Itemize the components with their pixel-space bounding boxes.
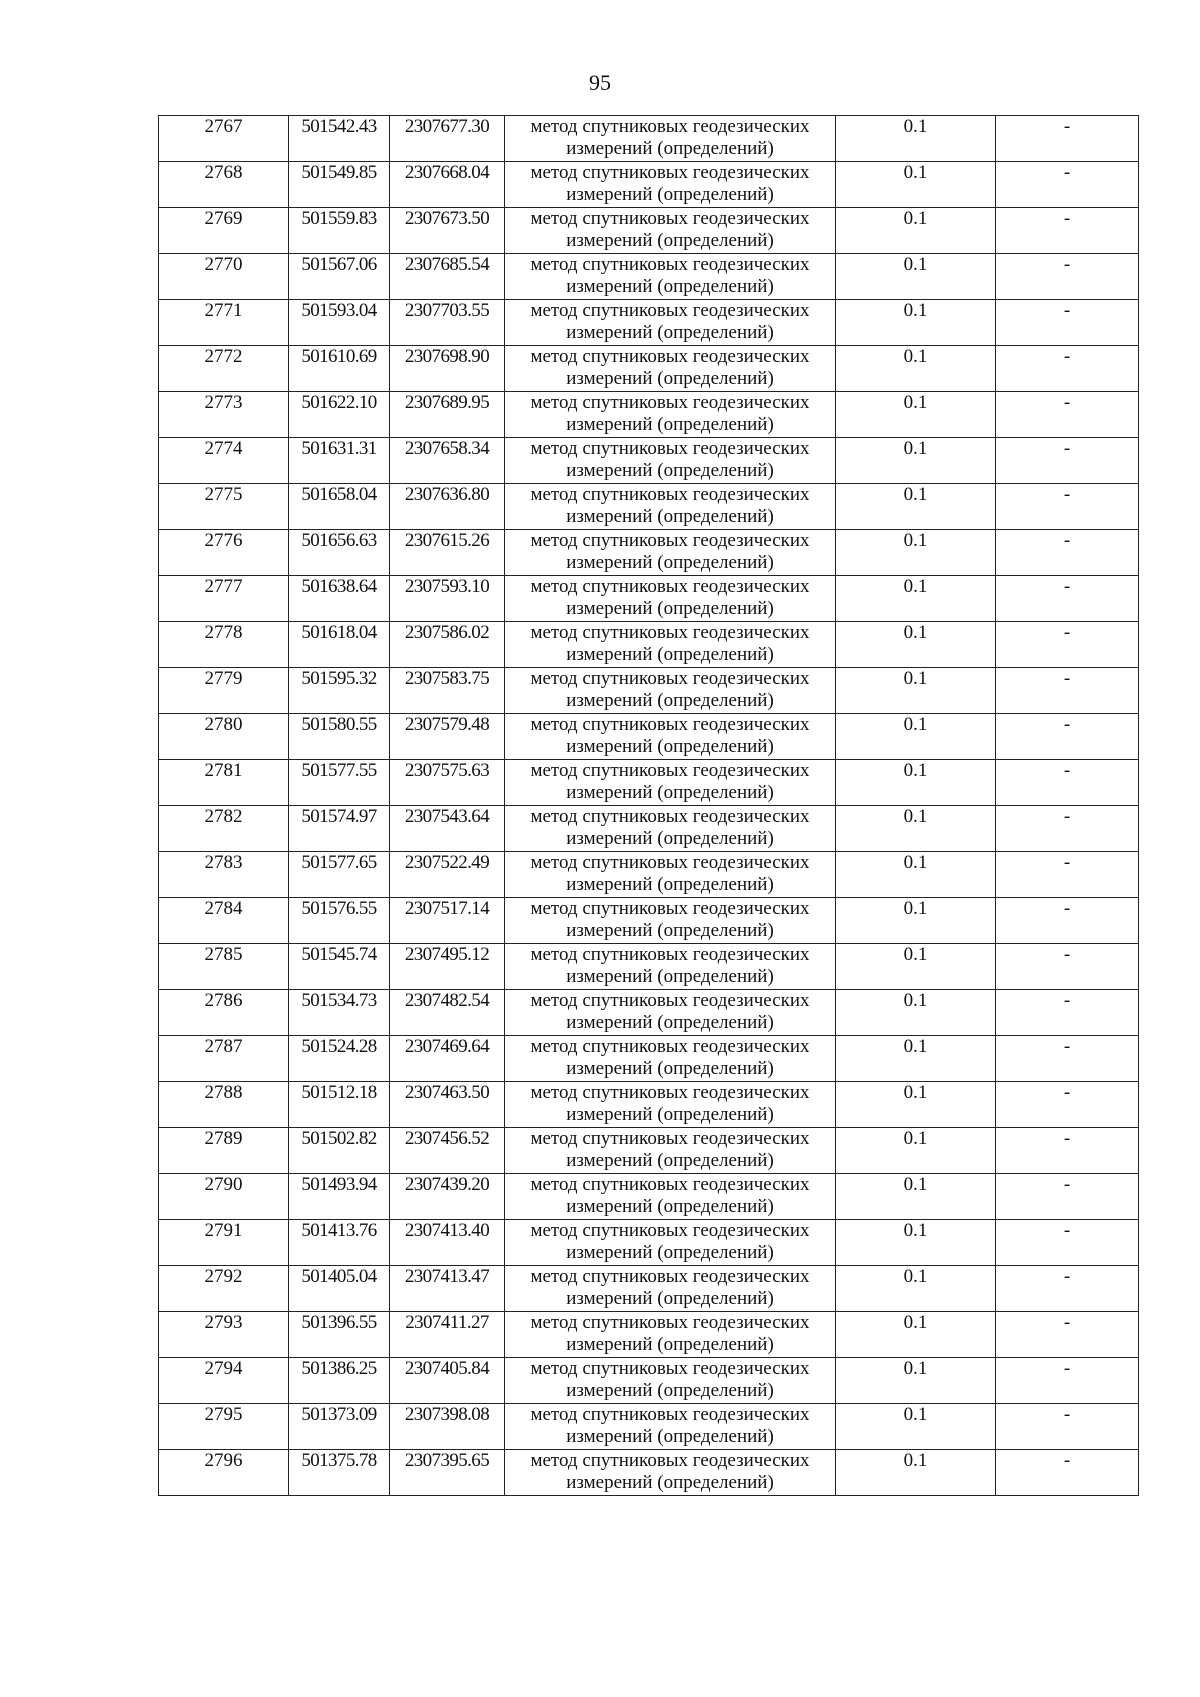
y-coordinate-cell: 2307482.54 <box>390 990 505 1036</box>
accuracy-cell: 0.1 <box>836 1082 996 1128</box>
point-number-cell: 2794 <box>159 1358 289 1404</box>
accuracy-cell: 0.1 <box>836 622 996 668</box>
method-line-2: измерений (определений) <box>566 368 774 389</box>
method-line-2: измерений (определений) <box>566 644 774 665</box>
method-cell <box>505 484 836 530</box>
method-line-2: измерений (определений) <box>566 1426 774 1447</box>
point-number-cell: 2770 <box>159 254 289 300</box>
table-row <box>159 392 1139 438</box>
method-cell <box>505 1358 836 1404</box>
method-cell <box>505 990 836 1036</box>
y-coordinate-cell: 2307405.84 <box>390 1358 505 1404</box>
method-cell <box>505 852 836 898</box>
table-row <box>159 116 1139 162</box>
x-coordinate-cell: 501576.55 <box>289 898 390 944</box>
method-line-2: измерений (определений) <box>566 230 774 251</box>
x-coordinate-cell: 501658.04 <box>289 484 390 530</box>
x-coordinate-cell: 501574.97 <box>289 806 390 852</box>
method-line-2: измерений (определений) <box>566 736 774 757</box>
description-cell: - <box>996 1220 1139 1266</box>
method-line-1: метод спутниковых геодезических <box>530 1128 810 1149</box>
y-coordinate-cell: 2307673.50 <box>390 208 505 254</box>
point-number-cell: 2783 <box>159 852 289 898</box>
x-coordinate-cell: 501373.09 <box>289 1404 390 1450</box>
method-line-2: измерений (определений) <box>566 414 774 435</box>
accuracy-cell: 0.1 <box>836 806 996 852</box>
method-line-1: метод спутниковых геодезических <box>530 346 810 367</box>
accuracy-cell: 0.1 <box>836 576 996 622</box>
table-row <box>159 1312 1139 1358</box>
accuracy-cell: 0.1 <box>836 300 996 346</box>
y-coordinate-cell: 2307615.26 <box>390 530 505 576</box>
point-number-cell: 2782 <box>159 806 289 852</box>
table-row <box>159 990 1139 1036</box>
method-cell <box>505 622 836 668</box>
x-coordinate-cell: 501610.69 <box>289 346 390 392</box>
method-line-2: измерений (определений) <box>566 1472 774 1493</box>
method-line-2: измерений (определений) <box>566 184 774 205</box>
method-cell <box>505 208 836 254</box>
method-line-1: метод спутниковых геодезических <box>530 1358 810 1379</box>
method-cell <box>505 898 836 944</box>
description-cell: - <box>996 1312 1139 1358</box>
y-coordinate-cell: 2307522.49 <box>390 852 505 898</box>
coordinates-table <box>158 115 1139 1496</box>
x-coordinate-cell: 501580.55 <box>289 714 390 760</box>
table-row <box>159 1266 1139 1312</box>
point-number-cell: 2773 <box>159 392 289 438</box>
method-line-1: метод спутниковых геодезических <box>530 208 810 229</box>
method-line-1: метод спутниковых геодезических <box>530 622 810 643</box>
table-row <box>159 898 1139 944</box>
y-coordinate-cell: 2307703.55 <box>390 300 505 346</box>
y-coordinate-cell: 2307668.04 <box>390 162 505 208</box>
method-line-1: метод спутниковых геодезических <box>530 898 810 919</box>
method-line-1: метод спутниковых геодезических <box>530 806 810 827</box>
accuracy-cell: 0.1 <box>836 254 996 300</box>
accuracy-cell: 0.1 <box>836 392 996 438</box>
point-number-cell: 2781 <box>159 760 289 806</box>
y-coordinate-cell: 2307456.52 <box>390 1128 505 1174</box>
point-number-cell: 2784 <box>159 898 289 944</box>
method-line-1: метод спутниковых геодезических <box>530 714 810 735</box>
method-line-1: метод спутниковых геодезических <box>530 1174 810 1195</box>
description-cell: - <box>996 714 1139 760</box>
description-cell: - <box>996 1082 1139 1128</box>
table-row <box>159 346 1139 392</box>
point-number-cell: 2768 <box>159 162 289 208</box>
table-row <box>159 1220 1139 1266</box>
point-number-cell: 2769 <box>159 208 289 254</box>
point-number-cell: 2776 <box>159 530 289 576</box>
method-cell <box>505 714 836 760</box>
y-coordinate-cell: 2307658.34 <box>390 438 505 484</box>
x-coordinate-cell: 501493.94 <box>289 1174 390 1220</box>
x-coordinate-cell: 501618.04 <box>289 622 390 668</box>
x-coordinate-cell: 501413.76 <box>289 1220 390 1266</box>
method-line-2: измерений (определений) <box>566 1058 774 1079</box>
accuracy-cell: 0.1 <box>836 484 996 530</box>
accuracy-cell: 0.1 <box>836 1404 996 1450</box>
coordinates-table-body <box>159 116 1139 1496</box>
method-line-2: измерений (определений) <box>566 138 774 159</box>
method-line-2: измерений (определений) <box>566 966 774 987</box>
method-line-1: метод спутниковых геодезических <box>530 1404 810 1425</box>
description-cell: - <box>996 162 1139 208</box>
x-coordinate-cell: 501534.73 <box>289 990 390 1036</box>
method-line-1: метод спутниковых геодезических <box>530 392 810 413</box>
accuracy-cell: 0.1 <box>836 1266 996 1312</box>
method-line-2: измерений (определений) <box>566 1150 774 1171</box>
y-coordinate-cell: 2307593.10 <box>390 576 505 622</box>
table-row <box>159 576 1139 622</box>
method-cell <box>505 162 836 208</box>
accuracy-cell: 0.1 <box>836 1174 996 1220</box>
point-number-cell: 2785 <box>159 944 289 990</box>
method-line-1: метод спутниковых геодезических <box>530 1220 810 1241</box>
method-cell <box>505 1174 836 1220</box>
y-coordinate-cell: 2307411.27 <box>390 1312 505 1358</box>
y-coordinate-cell: 2307583.75 <box>390 668 505 714</box>
method-line-2: измерений (определений) <box>566 1104 774 1125</box>
y-coordinate-cell: 2307677.30 <box>390 116 505 162</box>
table-row <box>159 1450 1139 1496</box>
method-line-1: метод спутниковых геодезических <box>530 990 810 1011</box>
y-coordinate-cell: 2307579.48 <box>390 714 505 760</box>
description-cell: - <box>996 668 1139 714</box>
description-cell: - <box>996 1174 1139 1220</box>
y-coordinate-cell: 2307575.63 <box>390 760 505 806</box>
accuracy-cell: 0.1 <box>836 1450 996 1496</box>
method-line-2: измерений (определений) <box>566 322 774 343</box>
x-coordinate-cell: 501512.18 <box>289 1082 390 1128</box>
table-row <box>159 438 1139 484</box>
x-coordinate-cell: 501386.25 <box>289 1358 390 1404</box>
point-number-cell: 2774 <box>159 438 289 484</box>
method-line-1: метод спутниковых геодезических <box>530 254 810 275</box>
x-coordinate-cell: 501577.55 <box>289 760 390 806</box>
method-line-1: метод спутниковых геодезических <box>530 1450 810 1471</box>
y-coordinate-cell: 2307586.02 <box>390 622 505 668</box>
accuracy-cell: 0.1 <box>836 208 996 254</box>
point-number-cell: 2789 <box>159 1128 289 1174</box>
description-cell: - <box>996 1450 1139 1496</box>
y-coordinate-cell: 2307543.64 <box>390 806 505 852</box>
x-coordinate-cell: 501567.06 <box>289 254 390 300</box>
method-line-2: измерений (определений) <box>566 1012 774 1033</box>
method-line-2: измерений (определений) <box>566 1196 774 1217</box>
method-cell <box>505 254 836 300</box>
method-cell <box>505 1128 836 1174</box>
x-coordinate-cell: 501656.63 <box>289 530 390 576</box>
y-coordinate-cell: 2307469.64 <box>390 1036 505 1082</box>
point-number-cell: 2767 <box>159 116 289 162</box>
method-line-1: метод спутниковых геодезических <box>530 668 810 689</box>
table-row <box>159 668 1139 714</box>
description-cell: - <box>996 484 1139 530</box>
point-number-cell: 2775 <box>159 484 289 530</box>
method-line-1: метод спутниковых геодезических <box>530 1036 810 1057</box>
accuracy-cell: 0.1 <box>836 714 996 760</box>
point-number-cell: 2788 <box>159 1082 289 1128</box>
description-cell: - <box>996 1404 1139 1450</box>
method-cell <box>505 668 836 714</box>
point-number-cell: 2771 <box>159 300 289 346</box>
description-cell: - <box>996 438 1139 484</box>
table-row <box>159 1082 1139 1128</box>
table-row <box>159 530 1139 576</box>
table-row <box>159 714 1139 760</box>
description-cell: - <box>996 1266 1139 1312</box>
x-coordinate-cell: 501593.04 <box>289 300 390 346</box>
description-cell: - <box>996 898 1139 944</box>
x-coordinate-cell: 501559.83 <box>289 208 390 254</box>
x-coordinate-cell: 501405.04 <box>289 1266 390 1312</box>
method-line-1: метод спутниковых геодезических <box>530 760 810 781</box>
description-cell: - <box>996 392 1139 438</box>
accuracy-cell: 0.1 <box>836 1220 996 1266</box>
accuracy-cell: 0.1 <box>836 1036 996 1082</box>
table-row <box>159 944 1139 990</box>
x-coordinate-cell: 501542.43 <box>289 116 390 162</box>
method-line-1: метод спутниковых геодезических <box>530 944 810 965</box>
accuracy-cell: 0.1 <box>836 760 996 806</box>
description-cell: - <box>996 944 1139 990</box>
table-row <box>159 162 1139 208</box>
method-line-2: измерений (определений) <box>566 1334 774 1355</box>
accuracy-cell: 0.1 <box>836 1128 996 1174</box>
point-number-cell: 2777 <box>159 576 289 622</box>
method-line-2: измерений (определений) <box>566 874 774 895</box>
method-line-1: метод спутниковых геодезических <box>530 1312 810 1333</box>
method-line-1: метод спутниковых геодезических <box>530 576 810 597</box>
method-line-2: измерений (определений) <box>566 1242 774 1263</box>
method-cell <box>505 438 836 484</box>
x-coordinate-cell: 501375.78 <box>289 1450 390 1496</box>
accuracy-cell: 0.1 <box>836 944 996 990</box>
point-number-cell: 2787 <box>159 1036 289 1082</box>
y-coordinate-cell: 2307463.50 <box>390 1082 505 1128</box>
method-line-1: метод спутниковых геодезических <box>530 116 810 137</box>
x-coordinate-cell: 501631.31 <box>289 438 390 484</box>
accuracy-cell: 0.1 <box>836 852 996 898</box>
description-cell: - <box>996 990 1139 1036</box>
point-number-cell: 2779 <box>159 668 289 714</box>
accuracy-cell: 0.1 <box>836 668 996 714</box>
table-row <box>159 484 1139 530</box>
accuracy-cell: 0.1 <box>836 346 996 392</box>
method-line-1: метод спутниковых геодезических <box>530 852 810 873</box>
point-number-cell: 2790 <box>159 1174 289 1220</box>
method-cell <box>505 760 836 806</box>
accuracy-cell: 0.1 <box>836 1312 996 1358</box>
y-coordinate-cell: 2307495.12 <box>390 944 505 990</box>
point-number-cell: 2792 <box>159 1266 289 1312</box>
point-number-cell: 2778 <box>159 622 289 668</box>
accuracy-cell: 0.1 <box>836 438 996 484</box>
method-line-2: измерений (определений) <box>566 552 774 573</box>
description-cell: - <box>996 300 1139 346</box>
x-coordinate-cell: 501622.10 <box>289 392 390 438</box>
description-cell: - <box>996 622 1139 668</box>
description-cell: - <box>996 576 1139 622</box>
description-cell: - <box>996 254 1139 300</box>
x-coordinate-cell: 501638.64 <box>289 576 390 622</box>
y-coordinate-cell: 2307685.54 <box>390 254 505 300</box>
point-number-cell: 2791 <box>159 1220 289 1266</box>
description-cell: - <box>996 530 1139 576</box>
accuracy-cell: 0.1 <box>836 162 996 208</box>
method-cell <box>505 1036 836 1082</box>
description-cell: - <box>996 346 1139 392</box>
table-row <box>159 1174 1139 1220</box>
page-number: 95 <box>589 70 611 95</box>
method-line-1: метод спутниковых геодезических <box>530 1266 810 1287</box>
method-cell <box>505 346 836 392</box>
point-number-cell: 2795 <box>159 1404 289 1450</box>
method-cell <box>505 1404 836 1450</box>
y-coordinate-cell: 2307439.20 <box>390 1174 505 1220</box>
method-cell <box>505 530 836 576</box>
accuracy-cell: 0.1 <box>836 530 996 576</box>
description-cell: - <box>996 1128 1139 1174</box>
table-row <box>159 208 1139 254</box>
method-line-2: измерений (определений) <box>566 920 774 941</box>
accuracy-cell: 0.1 <box>836 116 996 162</box>
method-line-1: метод спутниковых геодезических <box>530 300 810 321</box>
description-cell: - <box>996 116 1139 162</box>
accuracy-cell: 0.1 <box>836 990 996 1036</box>
y-coordinate-cell: 2307636.80 <box>390 484 505 530</box>
y-coordinate-cell: 2307395.65 <box>390 1450 505 1496</box>
method-cell <box>505 300 836 346</box>
method-line-2: измерений (определений) <box>566 690 774 711</box>
method-line-2: измерений (определений) <box>566 506 774 527</box>
method-line-2: измерений (определений) <box>566 828 774 849</box>
accuracy-cell: 0.1 <box>836 1358 996 1404</box>
x-coordinate-cell: 501545.74 <box>289 944 390 990</box>
method-cell <box>505 1082 836 1128</box>
method-line-2: измерений (определений) <box>566 598 774 619</box>
y-coordinate-cell: 2307689.95 <box>390 392 505 438</box>
x-coordinate-cell: 501577.65 <box>289 852 390 898</box>
method-line-1: метод спутниковых геодезических <box>530 1082 810 1103</box>
accuracy-cell: 0.1 <box>836 898 996 944</box>
x-coordinate-cell: 501396.55 <box>289 1312 390 1358</box>
description-cell: - <box>996 1358 1139 1404</box>
x-coordinate-cell: 501549.85 <box>289 162 390 208</box>
point-number-cell: 2796 <box>159 1450 289 1496</box>
table-row <box>159 254 1139 300</box>
table-row <box>159 1404 1139 1450</box>
table-row <box>159 806 1139 852</box>
y-coordinate-cell: 2307517.14 <box>390 898 505 944</box>
x-coordinate-cell: 501595.32 <box>289 668 390 714</box>
point-number-cell: 2772 <box>159 346 289 392</box>
method-cell <box>505 1220 836 1266</box>
method-line-2: измерений (определений) <box>566 1288 774 1309</box>
method-line-1: метод спутниковых геодезических <box>530 530 810 551</box>
description-cell: - <box>996 1036 1139 1082</box>
table-row <box>159 622 1139 668</box>
method-cell <box>505 944 836 990</box>
method-line-1: метод спутниковых геодезических <box>530 162 810 183</box>
description-cell: - <box>996 760 1139 806</box>
method-cell <box>505 1312 836 1358</box>
method-cell <box>505 576 836 622</box>
method-line-2: измерений (определений) <box>566 460 774 481</box>
y-coordinate-cell: 2307398.08 <box>390 1404 505 1450</box>
point-number-cell: 2786 <box>159 990 289 1036</box>
table-row <box>159 760 1139 806</box>
method-line-1: метод спутниковых геодезических <box>530 438 810 459</box>
description-cell: - <box>996 208 1139 254</box>
table-row <box>159 300 1139 346</box>
point-number-cell: 2780 <box>159 714 289 760</box>
description-cell: - <box>996 852 1139 898</box>
y-coordinate-cell: 2307413.47 <box>390 1266 505 1312</box>
method-cell <box>505 1266 836 1312</box>
method-cell <box>505 116 836 162</box>
method-cell <box>505 1450 836 1496</box>
x-coordinate-cell: 501502.82 <box>289 1128 390 1174</box>
description-cell: - <box>996 806 1139 852</box>
method-line-2: измерений (определений) <box>566 276 774 297</box>
point-number-cell: 2793 <box>159 1312 289 1358</box>
table-row <box>159 1036 1139 1082</box>
x-coordinate-cell: 501524.28 <box>289 1036 390 1082</box>
method-cell <box>505 806 836 852</box>
table-row <box>159 1358 1139 1404</box>
y-coordinate-cell: 2307698.90 <box>390 346 505 392</box>
table-row <box>159 852 1139 898</box>
table-row <box>159 1128 1139 1174</box>
method-line-2: измерений (определений) <box>566 782 774 803</box>
method-line-2: измерений (определений) <box>566 1380 774 1401</box>
method-line-1: метод спутниковых геодезических <box>530 484 810 505</box>
y-coordinate-cell: 2307413.40 <box>390 1220 505 1266</box>
method-cell <box>505 392 836 438</box>
